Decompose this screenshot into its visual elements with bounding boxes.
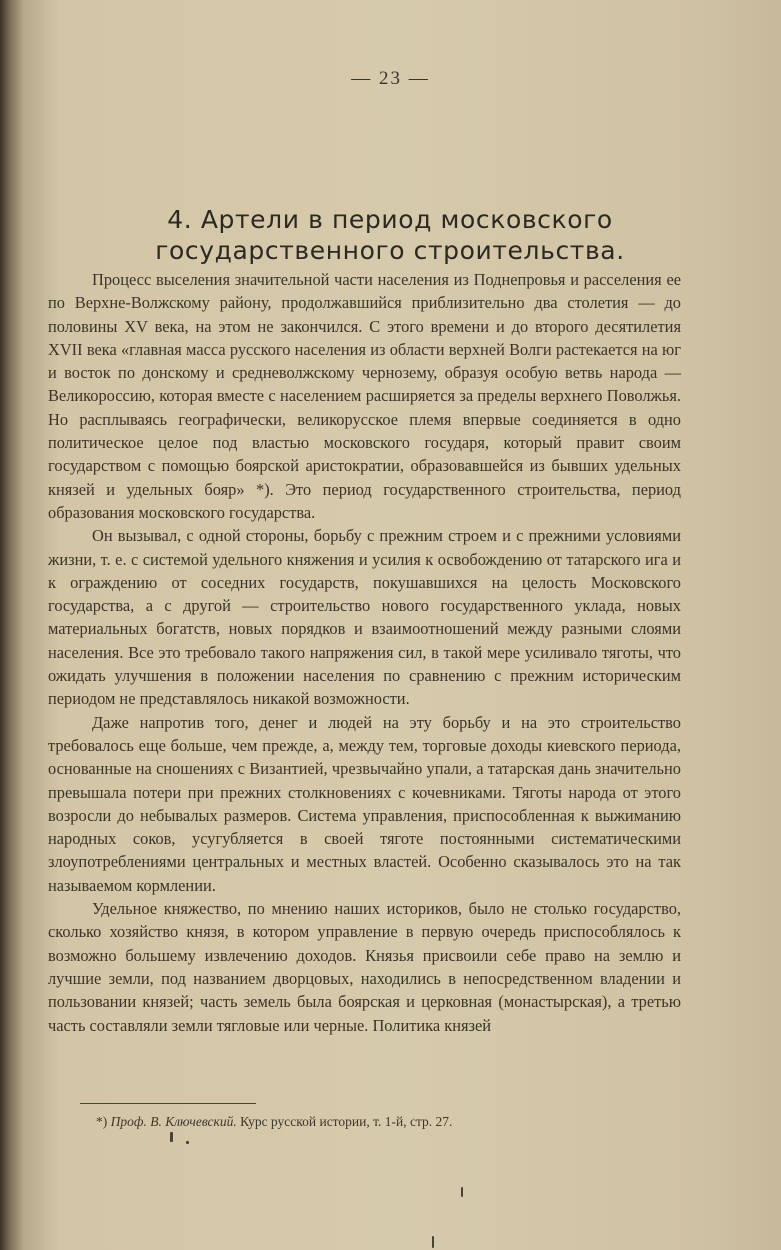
ink-speck — [461, 1187, 463, 1197]
footnote — [96, 1114, 696, 1130]
footnote-author: Проф. В. Ключевский. — [110, 1114, 237, 1129]
page-number: — 23 — — [351, 68, 430, 89]
paragraph-4: Удельное княжество, по мнению наших историков, было не столько государство, сколько хозяйство князя, в котором управление в первую очередь приспособлялось к возможно большему извлечению доходов. Князья присвоили себе право на землю и лучшие земли, под названием дворцовых, находились в непосредственном владении и пользовании князей; часть земель была боярская и церковная (монастырская), а третью часть составляли земли тягловые или черные. Политика князей — [48, 899, 681, 1035]
body-text — [48, 268, 681, 1037]
ink-speck — [170, 1132, 173, 1142]
paragraph-2: Он вызывал, с одной стороны, борьбу с прежним строем и с прежними условиями жизни, т. е. с системой удельного княжения и усилия к освобождению от татарского ига и к ограждению от соседних государств, покушавшихся на целость Московского государства, а с другой — строительство нового государственного уклада, новых материальных богатств, новых порядков и взаимоотношений между разными слоями населения. Все это требовало такого напряжения сил, в такой мере усиливало тяготы, что ожидать улучшения в положении населения по сравнению с прежним историческим периодом не представлялось никакой возможности. — [48, 526, 681, 709]
ink-speck — [432, 1236, 434, 1248]
ink-speck — [186, 1141, 189, 1144]
paragraph-3: Даже напротив того, денег и людей на эту борьбу и на это строительство требовалось еще больше, чем прежде, а, между тем, торговые доходы киевского периода, основанные на сношениях с Византией, чрезвычайно упали, а татарская дань значительно превышала потери при прежних столкновениях с кочевниками. Тяготы народа от этого возросли до небывалых размеров. Система управления, приспособленная к выжиманию народных соков, усугубляется в своей тяготе постоянными систематическими злоупотреблениями центральных и местных властей. Особенно сказывалось это на так называемом кормлении. — [48, 712, 681, 895]
section-heading: 4. Артели в период московского государственного строительства. — [155, 205, 625, 265]
footnote-marker: *) — [96, 1114, 108, 1129]
footnote-divider — [80, 1103, 256, 1104]
footnote-text: Курс русской истории, т. 1-й, стр. 27. — [240, 1114, 453, 1129]
paragraph-1: Процесс выселения значительной части населения из Поднепровья и расселения ее по Верхне-Волжскому району, продолжавшийся приблизительно два столетия — до половины XV века, на этом не закончился. С этого времени и до второго десятилетия XVII века «главная масса русского населения из области верхней Волги растекается на юг и восток по донскому и средневолжскому чернозему, образуя особую ветвь народа — Великороссию, которая вместе с населением расширяется за пределы верхнего Поволжья. Но расплываясь географически, великорусское племя впервые соединяется в одно политическое целое под властью московского государя, который правит своим государством с помощью боярской аристократии, образовавшейся из бывших удельных князей и удельных бояр» *). Это период государственного строительства, период образования московского государства. — [48, 270, 681, 522]
